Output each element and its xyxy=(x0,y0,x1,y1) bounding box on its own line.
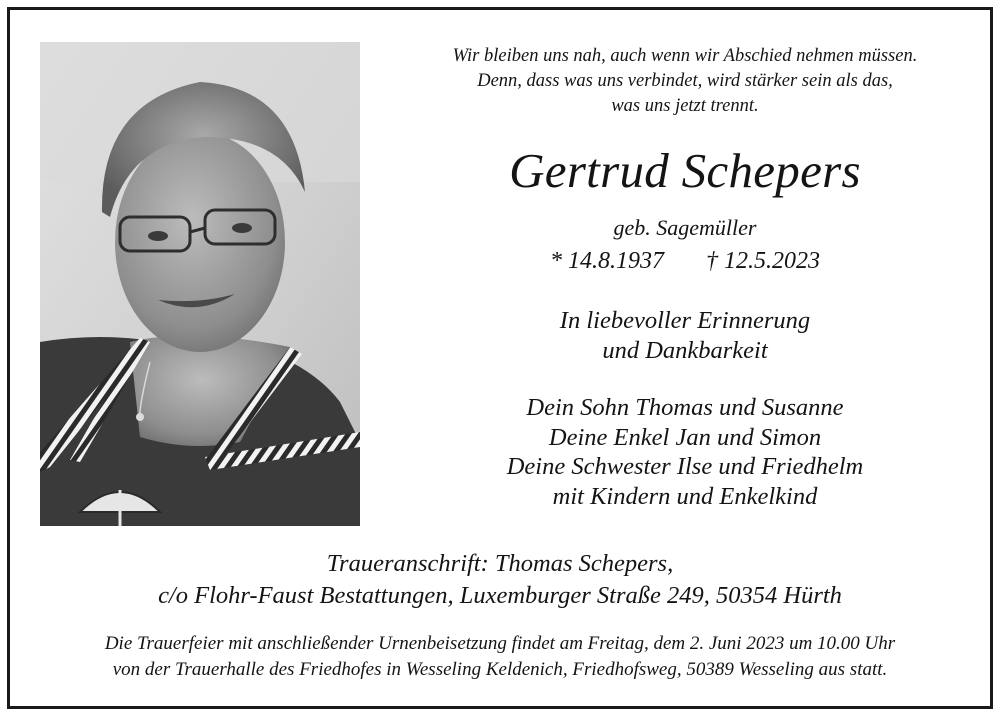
life-dates xyxy=(390,244,980,278)
ceremony-info xyxy=(15,631,985,683)
ceremony-line: Die Trauerfeier mit anschließender Urnenbeisetzung findet am Freitag, dem 2. Juni 2023 um 10.00 Uhr xyxy=(104,633,896,654)
family-list xyxy=(390,393,980,511)
deceased-name: Gertrud Schepers xyxy=(509,143,861,198)
quote-line: was uns jetzt trennt. xyxy=(611,96,759,116)
ceremony-line: von der Trauerhalle des Friedhofes in Wesseling Keldenich, Friedhofsweg, 50389 Wesseling aus statt. xyxy=(112,659,888,680)
memory-text xyxy=(390,306,980,366)
death-date: † 12.5.2023 xyxy=(706,248,820,274)
family-line: Deine Enkel Jan und Simon xyxy=(548,423,822,451)
birth-date: * 14.8.1937 xyxy=(550,248,664,274)
memory-line: In liebevoller Erinnerung xyxy=(559,307,811,334)
portrait-photo xyxy=(40,42,360,526)
family-line: Deine Schwester Ilse und Friedhelm xyxy=(506,453,864,480)
address-line: c/o Flohr-Faust Bestattungen, Luxemburger Straße 249, 50354 Hürth xyxy=(158,582,842,609)
quote-line: Denn, dass was uns verbindet, wird stärker sein als das, xyxy=(477,71,893,91)
family-line: mit Kindern und Enkelkind xyxy=(552,482,818,510)
quote-line: Wir bleiben uns nah, auch wenn wir Abschied nehmen müssen. xyxy=(452,46,918,66)
mourning-address xyxy=(20,548,980,612)
family-line: Dein Sohn Thomas und Susanne xyxy=(526,394,844,421)
quote xyxy=(390,44,980,119)
birth-name: geb. Sagemüller xyxy=(613,215,757,240)
address-line: Traueranschrift: Thomas Schepers, xyxy=(326,550,674,577)
memory-line: und Dankbarkeit xyxy=(602,337,768,364)
